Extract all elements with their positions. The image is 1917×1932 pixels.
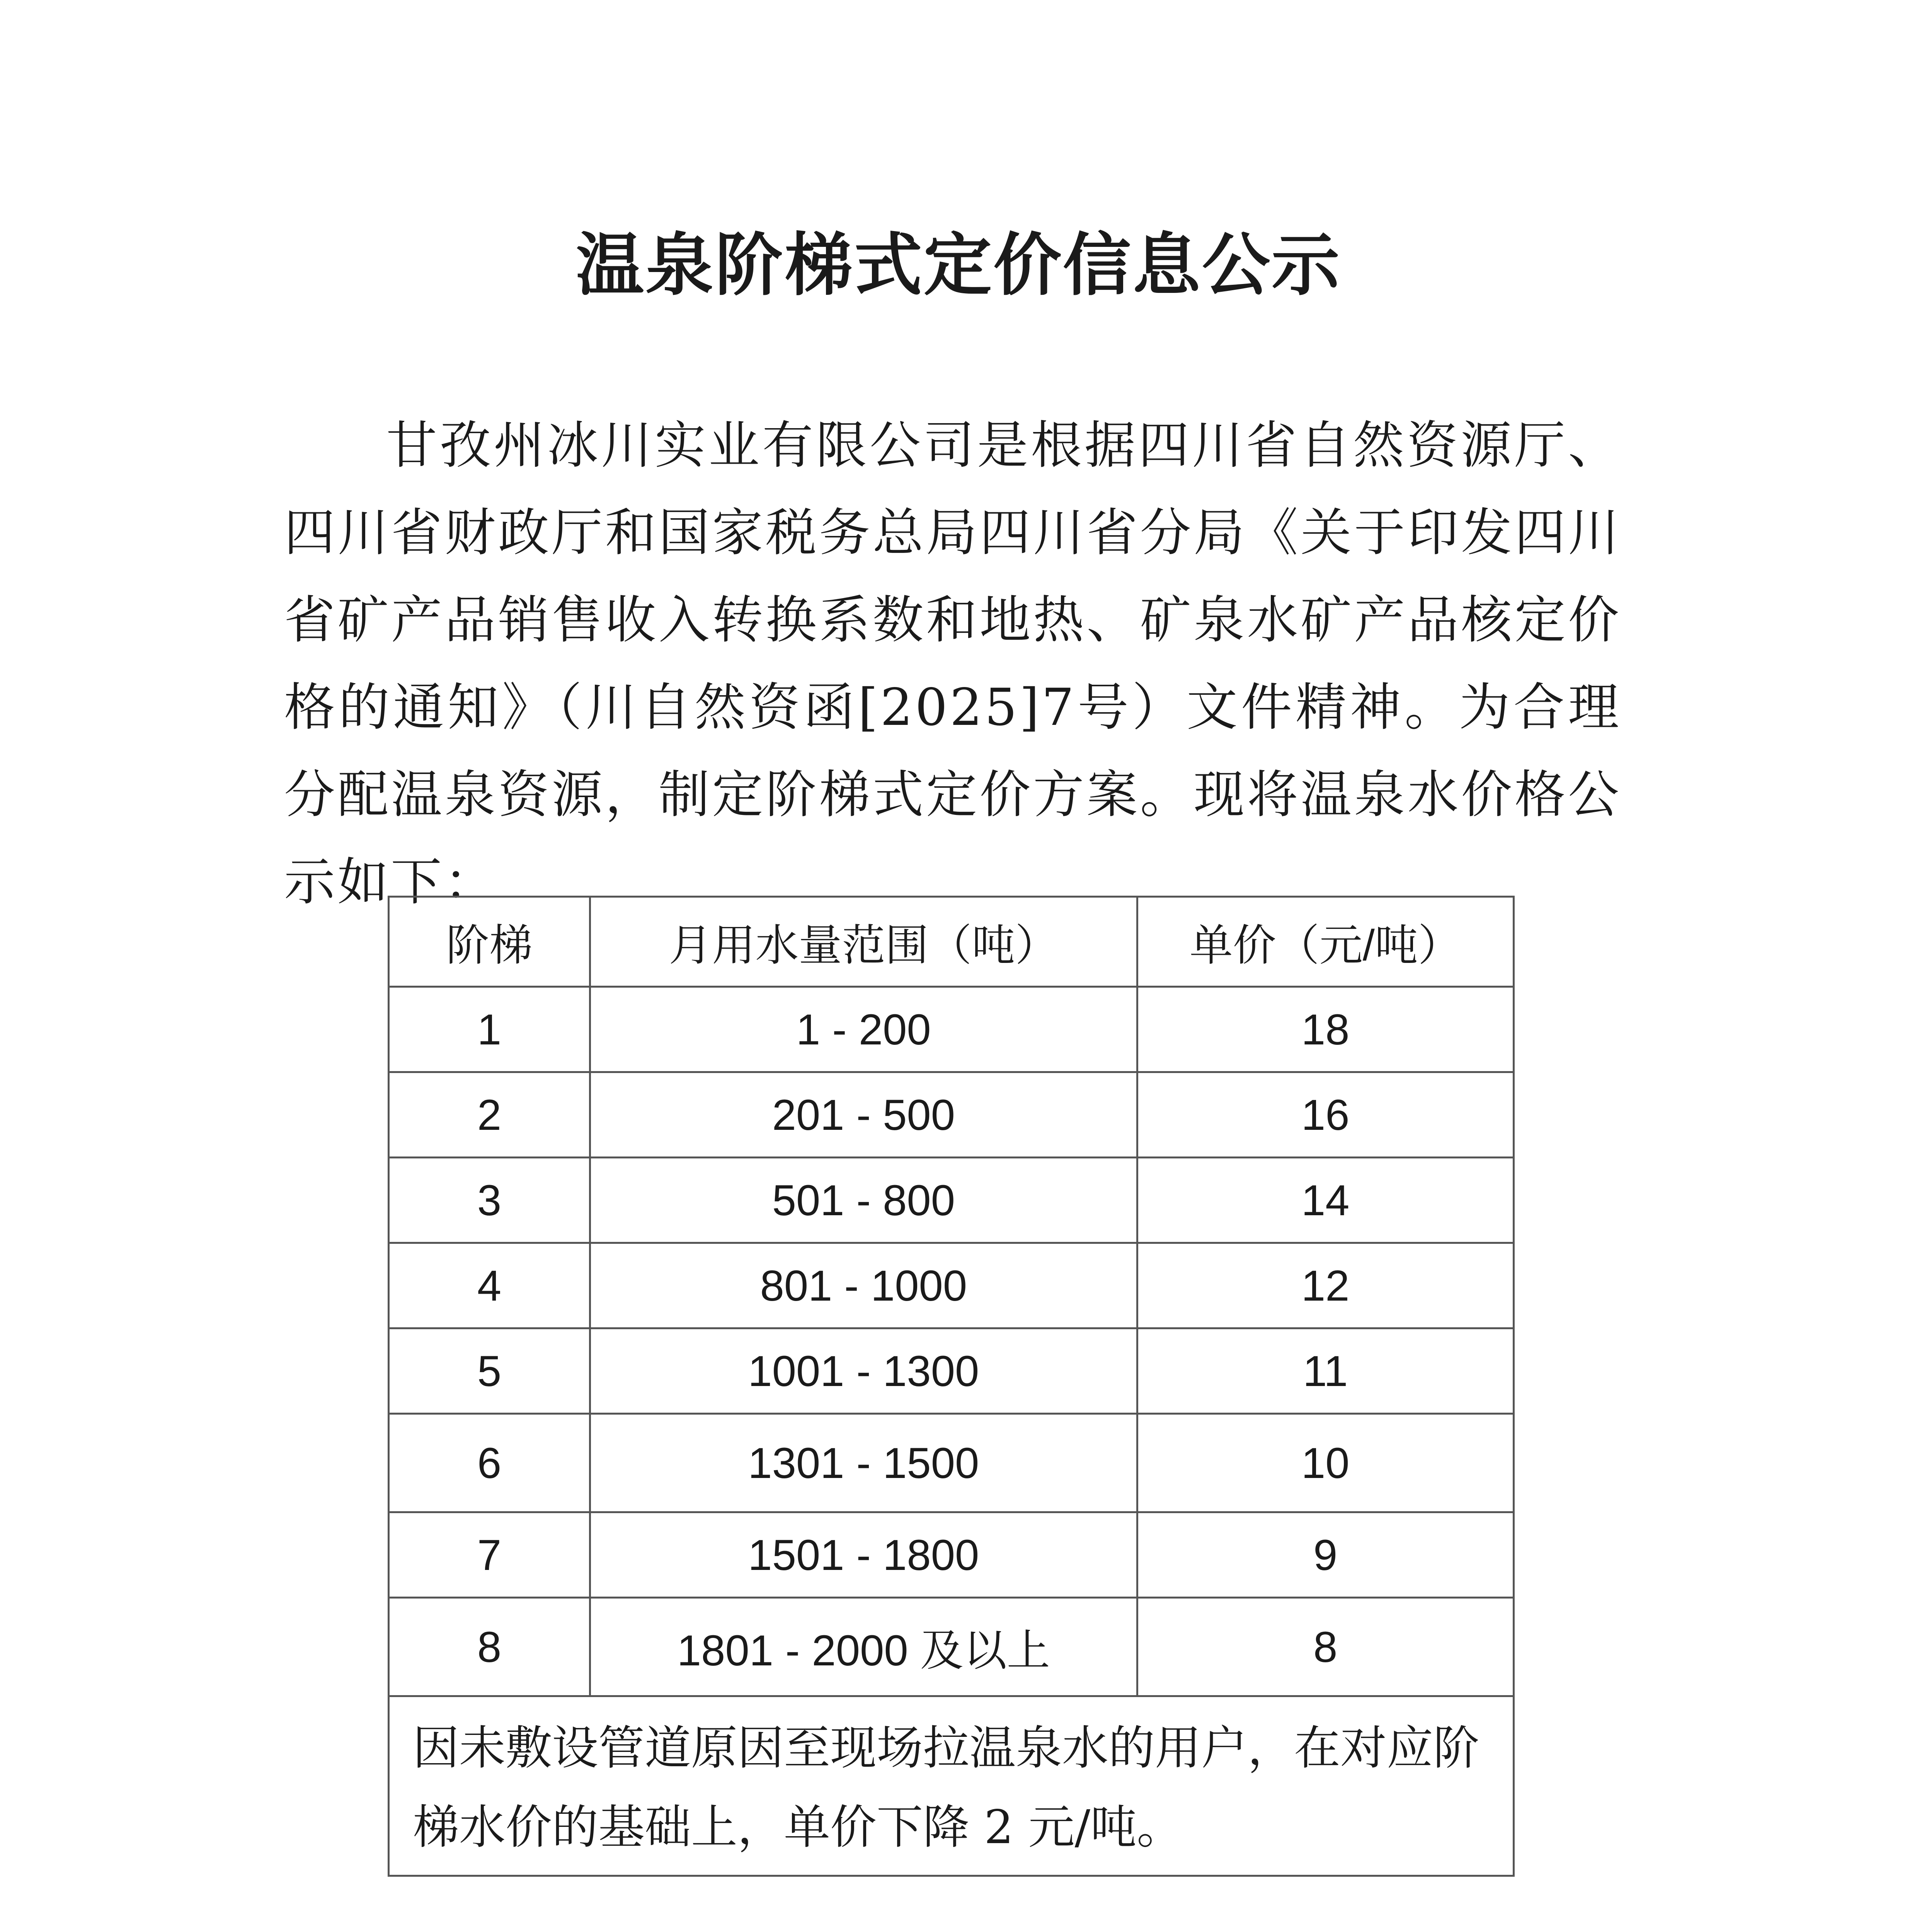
cell-tier: 5 bbox=[389, 1328, 590, 1414]
cell-range: 1 - 200 bbox=[590, 987, 1137, 1072]
cell-tier: 8 bbox=[389, 1598, 590, 1696]
header-range: 月用水量范围（吨） bbox=[590, 897, 1137, 987]
cell-price: 18 bbox=[1137, 987, 1514, 1072]
table-header-row bbox=[389, 897, 1514, 987]
cell-price: 11 bbox=[1137, 1328, 1514, 1414]
cell-range: 501 - 800 bbox=[590, 1158, 1137, 1243]
cell-range: 1501 - 1800 bbox=[590, 1512, 1137, 1598]
table-row bbox=[389, 1328, 1514, 1414]
cell-tier: 4 bbox=[389, 1243, 590, 1328]
cell-tier: 6 bbox=[389, 1414, 590, 1512]
pricing-table bbox=[388, 896, 1515, 1877]
cell-range: 1301 - 1500 bbox=[590, 1414, 1137, 1512]
cell-price: 12 bbox=[1137, 1243, 1514, 1328]
cell-tier: 2 bbox=[389, 1072, 590, 1158]
table-row bbox=[389, 1243, 1514, 1328]
cell-price: 10 bbox=[1137, 1414, 1514, 1512]
cell-price: 9 bbox=[1137, 1512, 1514, 1598]
cell-range: 1001 - 1300 bbox=[590, 1328, 1137, 1414]
intro-text: 甘孜州冰川实业有限公司是根据四川省自然资源厅、四川省财政厅和国家税务总局四川省分局《关于印发四川省矿产品销售收入转换系数和地热、矿泉水矿产品核定价格的通知》（川自然资函[2025]7号）文件精神。为合理分配温泉资源，制定阶梯式定价方案。现将温泉水价格公示如下： bbox=[284, 416, 1621, 912]
table-row bbox=[389, 1072, 1514, 1158]
cell-tier: 1 bbox=[389, 987, 590, 1072]
cell-range: 201 - 500 bbox=[590, 1072, 1137, 1158]
table-note-row bbox=[389, 1696, 1514, 1876]
cell-price: 14 bbox=[1137, 1158, 1514, 1243]
page-title: 温泉阶梯式定价信息公示 bbox=[575, 225, 1341, 305]
intro-paragraph bbox=[284, 402, 1621, 926]
cell-tier: 3 bbox=[389, 1158, 590, 1243]
cell-price: 16 bbox=[1137, 1072, 1514, 1158]
header-price: 单价（元/吨） bbox=[1137, 897, 1514, 987]
cell-price: 8 bbox=[1137, 1598, 1514, 1696]
table-row bbox=[389, 1512, 1514, 1598]
cell-range: 1801 - 2000 及以上 bbox=[590, 1598, 1137, 1696]
table-row bbox=[389, 1598, 1514, 1696]
table-row bbox=[389, 1158, 1514, 1243]
table-row bbox=[389, 987, 1514, 1072]
table-row bbox=[389, 1414, 1514, 1512]
table-note: 因未敷设管道原因至现场拉温泉水的用户，在对应阶梯水价的基础上，单价下降 2 元/吨。 bbox=[389, 1696, 1514, 1876]
header-tier: 阶梯 bbox=[389, 897, 590, 987]
cell-range: 801 - 1000 bbox=[590, 1243, 1137, 1328]
cell-tier: 7 bbox=[389, 1512, 590, 1598]
